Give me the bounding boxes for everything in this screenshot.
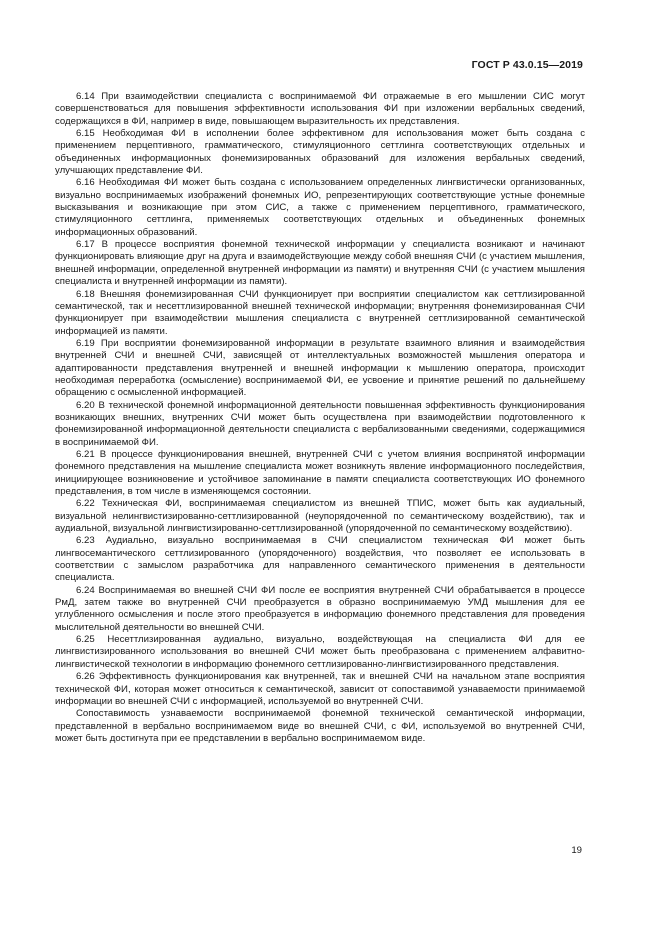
paragraph-6-19: 6.19 При восприятии фонемизированной информации в результате взаимного влияния и взаимодействия внутренней СЧИ и внешней СЧИ, зависящей от интеллектуальных возможностей мышления оператора и адаптированности представления внутренней и внешней информации к мышлению оператора, происходит необходимая переработка (осмысление) воспринимаемой ФИ, ее усвоение и принятие решений по дальнейшему обращению с осмысленной информацией. [55, 337, 585, 399]
paragraph-6-22: 6.22 Техническая ФИ, воспринимаемая специалистом из внешней ТПИС, может быть как аудиальный, визуальной нелингвистизированно-сеттлизированной (неупорядоченной по семантическому воздействию), так и аудиальной, визуальной лингвистизированно-сеттлизированной (упорядоченной по семантическому воздействию). [55, 498, 585, 535]
paragraph-6-15: 6.15 Необходимая ФИ в исполнении более эффективном для использования может быть создана с применением перцептивного, грамматического, стимуляционного сеттлинга соответствующих отдельных и объединенных информационных фонемизированных образований для изложения вербальных сведений, улучшающих представление ФИ. [55, 128, 585, 177]
paragraph-6-21: 6.21 В процессе функционирования внешней, внутренней СЧИ с учетом влияния воспринятой информации фонемного представления на мышление специалиста может возникнуть явление информационного последействия, инициирующее возникновение и устойчивое запоминание в памяти специалиста соответствующих ИО фонемного представления, в том числе в изменяющемся состоянии. [55, 448, 585, 497]
paragraph-comparability: Сопоставимость узнаваемости воспринимаемой фонемной технической семантической информации, представленной в вербально воспринимаемом виде во внешней СЧИ, с ФИ, используемой во внутренней СЧИ, может быть достигнута при ее представлении в вербально воспринимаемом виде. [55, 708, 585, 744]
paragraph-6-18: 6.18 Внешняя фонемизированная СЧИ функционирует при восприятии специалистом как сеттлизированной семантической, так и несеттлизированной внешней технической информации; внутренняя фонемизированная СЧИ функционирует при взаимодействии мышления специалиста с внутренней сеттлизированной семантической информацией из памяти. [55, 288, 585, 337]
paragraph-6-16: 6.16 Необходимая ФИ может быть создана с использованием определенных лингвистически организованных, визуально воспринимаемых изображений фонемных ИО, репрезентирующих соответствующие устные фонемные высказывания и возникающие при этом СИС, а также с применением перцептивного, грамматического, стимуляционного сеттлинга, применяемых соответствующих отдельных и объединенных фонемных информационных образований. [55, 177, 585, 238]
paragraph-6-20: 6.20 В технической фонемной информационной деятельности повышенная эффективность функционирования возникающих внешних, внутренних СЧИ может быть осуществлена при взаимодействии подготовленного к фонемизированной информационной деятельности специалиста с вербализованными сведениями, содержащимися в воспринимаемой ФИ. [55, 399, 585, 448]
document-body [55, 91, 585, 745]
paragraph-6-17: 6.17 В процессе восприятия фонемной технической информации у специалиста возникают и начинают функционировать влияющие друг на друга и взаимодействующие между собой внешняя СЧИ (с участием мышления, внешней информации, определенной внутренней информации из памяти) и внутренняя СЧИ (с участием мышления специалиста и внутренней информации из памяти). [55, 239, 585, 288]
paragraph-6-24: 6.24 Воспринимаемая во внешней СЧИ ФИ после ее восприятия внутренней СЧИ обрабатывается в процессе РмД, затем также во внутренней СЧИ преобразуется в образно воспринимаемую УМД мышления для ее углубленного осмысления и после этого преобразуется в информацию фонемного представления для проведения мыслительной деятельности во внешней СЧИ. [55, 584, 585, 633]
paragraph-6-25: 6.25 Несеттлизированная аудиально, визуально, воздействующая на специалиста ФИ для ее лингвистизированного использования во внешней СЧИ может быть преобразована с применением алфавитно-лингвистической технологии в информацию фонемного сеттлизированно-лингвистизированного представления. [55, 634, 585, 670]
paragraph-6-14: 6.14 При взаимодействии специалиста с воспринимаемой ФИ отражаемые в его мышлении СИС могут совершенствоваться для повышения эффективности использования ФИ при изложении вербальных сведений, содержащихся в ФИ, например в виде, повышающем выразительность их представления. [55, 91, 585, 127]
paragraph-6-26: 6.26 Эффективность функционирования как внутренней, так и внешней СЧИ на начальном этапе восприятия технической ФИ, которая может относиться к семантической, зависит от сопоставимой узнаваемости принимаемой информации во внешней СЧИ с информацией, используемой во внутренней СЧИ. [55, 671, 585, 707]
document-header: ГОСТ Р 43.0.15—2019 [471, 59, 583, 71]
paragraph-6-23: 6.23 Аудиально, визуально воспринимаемая в СЧИ специалистом техническая ФИ может быть лингвосемантического сеттлизированного (упорядоченного) воздействия, что позволяет ее использовать в соответствии с замыслом разработчика для направленного семантического применения в деятельности специалиста. [55, 535, 585, 584]
page-number: 19 [571, 845, 582, 856]
